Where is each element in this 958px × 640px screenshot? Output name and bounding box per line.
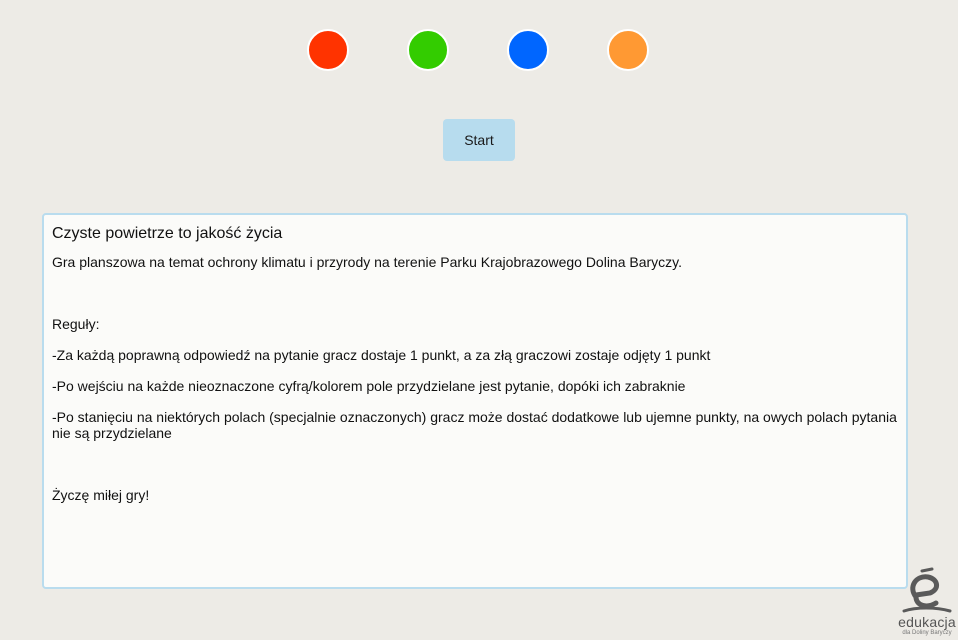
player-color-selector (307, 29, 651, 71)
edukacja-e-logo-icon (896, 567, 958, 615)
game-title: Czyste powietrze to jakość życia (52, 225, 283, 242)
game-description: Gra planszowa na temat ochrony klimatu i przyrody na terenie Parku Krajobrazowego Dolina Baryczy. (52, 254, 683, 270)
player-blue-token[interactable] (507, 29, 549, 71)
edukacja-logo (896, 567, 958, 640)
logo-subtitle: dla Doliny Baryczy (902, 630, 952, 636)
player-green-token[interactable] (407, 29, 449, 71)
start-button[interactable]: Start (443, 119, 515, 161)
rules-heading: Reguły: (52, 316, 100, 332)
player-red-token[interactable] (307, 29, 349, 71)
rule-item: -Po stanięciu na niektórych polach (specjalnie oznaczonych) gracz może dostać dodatkowe lub ujemne punkty, na owych polach pytania nie są przydzielane (52, 409, 897, 441)
logo-name: edukacja (898, 614, 956, 630)
closing-message: Życzę miłej gry! (52, 487, 150, 503)
rule-item: -Za każdą poprawną odpowiedź na pytanie gracz dostaje 1 punkt, a za złą graczowi zostaje odjęty 1 punkt (52, 347, 711, 363)
game-info-panel (42, 213, 908, 589)
rule-item: -Po wejściu na każde nieoznaczone cyfrą/kolorem pole przydzielane jest pytanie, dopóki ich zabraknie (52, 378, 686, 394)
player-orange-token[interactable] (607, 29, 649, 71)
